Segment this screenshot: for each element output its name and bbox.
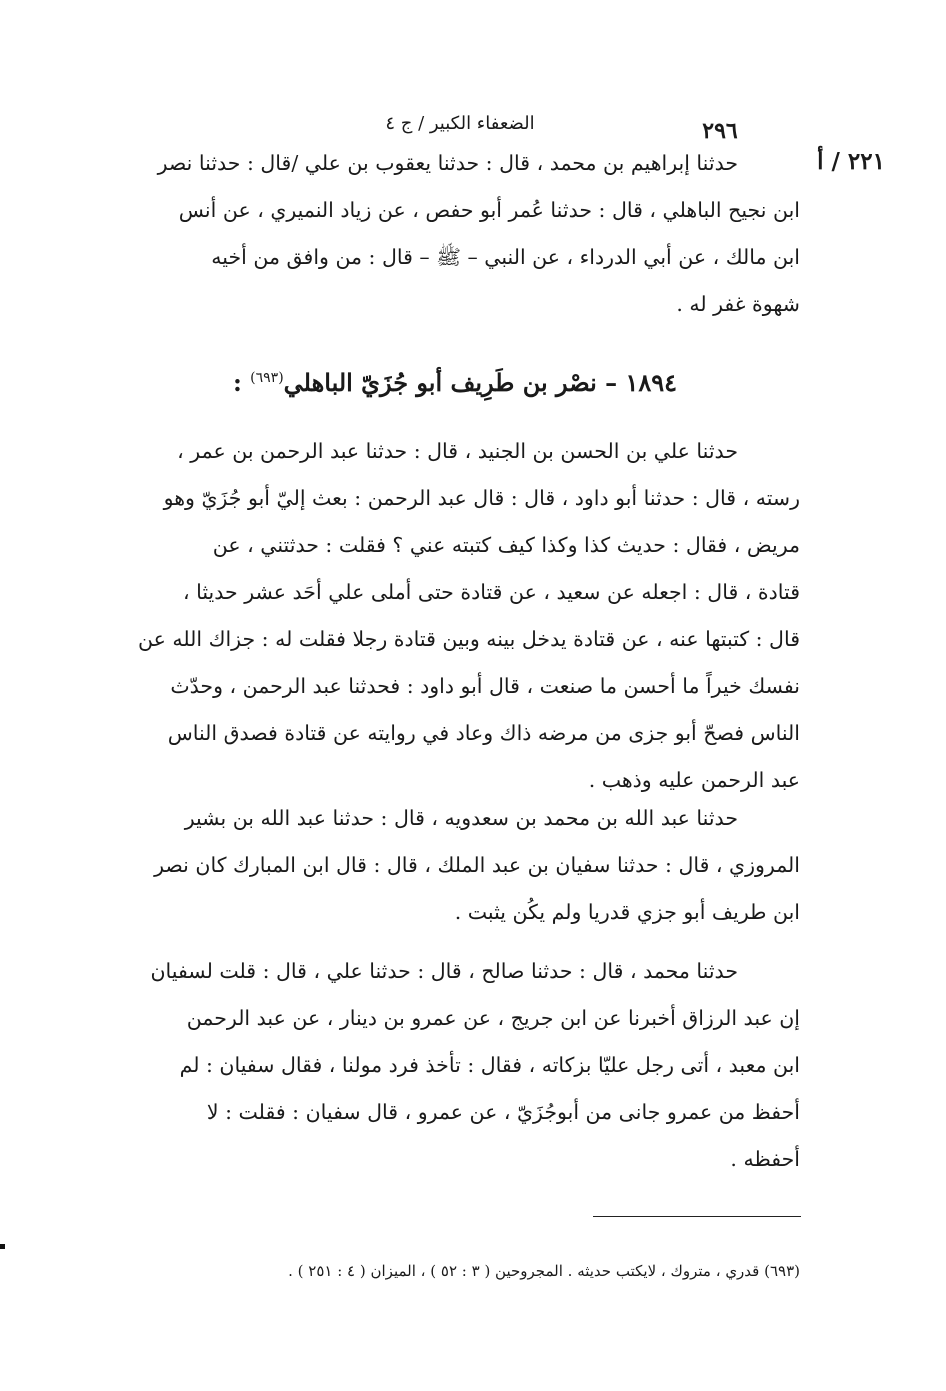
footnote: (٦٩٣) قدري ، متروك ، لايكتب حديثه . المجروحين ( ٣ : ٥٢ ) ، الميزان ( ٤ : ٢٥١ ) . <box>288 1262 800 1280</box>
heading-suffix: : <box>232 368 251 397</box>
running-title: الضعفاء الكبير / ج ٤ <box>385 113 535 134</box>
text-line: المروزي ، قال : حدثنا سفيان بن عبد الملك ، قال : قال ابن المبارك كان نصر <box>154 853 800 877</box>
text-line: إن عبد الرزاق أخبرنا عن ابن جريج ، عن عمرو بن دينار ، عن عبد الرحمن <box>186 1006 800 1030</box>
text-line: حدثنا علي بن الحسن بن الجنيد ، قال : حدثنا عبد الرحمن بن عمر ، <box>177 439 738 463</box>
paragraph-narration-4 <box>110 948 800 1183</box>
text-line: حدثنا عبد الله بن محمد بن سعدويه ، قال : حدثنا عبد الله بن بشير <box>184 806 738 830</box>
text-line: أحفظ من عمرو جانى من أبوجُزَيّ ، عن عمرو ، قال سفيان : فقلت : لا <box>206 1100 800 1124</box>
text-line: مريض ، فقال : حديث كذا وكذا كيف كتبته عني ؟ فقلت : حدثتني ، عن <box>212 533 800 557</box>
text-line: حدثنا محمد ، قال : حدثنا صالح ، قال : حدثنا علي ، قال : قلت لسفيان <box>150 959 738 983</box>
text-line: الناس فصحّ أبو جزى من مرضه ذاك وعاد في روايته عن قتادة فصدق الناس <box>167 721 800 745</box>
page-number: ٢٩٦ <box>702 118 738 144</box>
scan-edge-mark <box>0 1244 5 1249</box>
entry-name: – نصْر بن طَرِيف أبو جُزَيّ الباهلي <box>283 368 618 397</box>
paragraph-narration-2 <box>110 428 800 804</box>
text-line: حدثنا إبراهيم بن محمد ، قال : حدثنا يعقوب بن علي /قال : حدثنا نصر <box>157 151 738 175</box>
text-line: عبد الرحمن عليه وذهب . <box>588 768 800 792</box>
footnote-reference: (٦٩٣) <box>250 370 284 386</box>
text-line: شهوة غفر له . <box>676 292 800 316</box>
text-line: ابن مالك ، عن أبي الدرداء ، عن النبي – ﷺ – قال : من وافق من أخيه <box>211 245 800 269</box>
entry-heading <box>110 368 800 397</box>
text-line: نفسك خيراً ما أحسن ما صنعت ، قال أبو داود : فحدثنا عبد الرحمن ، وحدّث <box>170 674 800 698</box>
paragraph-hadith-1 <box>110 140 800 328</box>
footnote-divider <box>593 1216 801 1217</box>
text-line: ابن معبد ، أتى رجل عليّا بزكاته ، فقال : تأخذ فرد مولنا ، فقال سفيان : لم <box>179 1053 800 1077</box>
text-line: ابن نجيح الباهلي ، قال : حدثنا عُمر أبو حفص ، عن زياد النميري ، عن أنس <box>178 198 800 222</box>
entry-number: ١٨٩٤ <box>625 368 678 397</box>
text-line: قتادة ، قال : اجعله عن سعيد ، عن قتادة حتى أملى علي أحَد عشر حديثا ، <box>182 580 800 604</box>
manuscript-folio-reference: ٢٢١ / أ <box>817 148 885 175</box>
text-line: أحفظه . <box>730 1147 800 1171</box>
paragraph-narration-3 <box>110 795 800 936</box>
text-line: قال : كتبتها عنه ، عن قتادة يدخل بينه وبين قتادة رجلا فقلت له : جزاك الله عن <box>138 627 800 651</box>
text-line: رسته ، قال : حدثنا أبو داود ، قال : قال عبد الرحمن : بعث إليّ أبو جُزَيّ وهو <box>163 486 800 510</box>
text-line: ابن طريف أبو جزي قدريا ولم يكُن يثبت . <box>454 900 800 924</box>
